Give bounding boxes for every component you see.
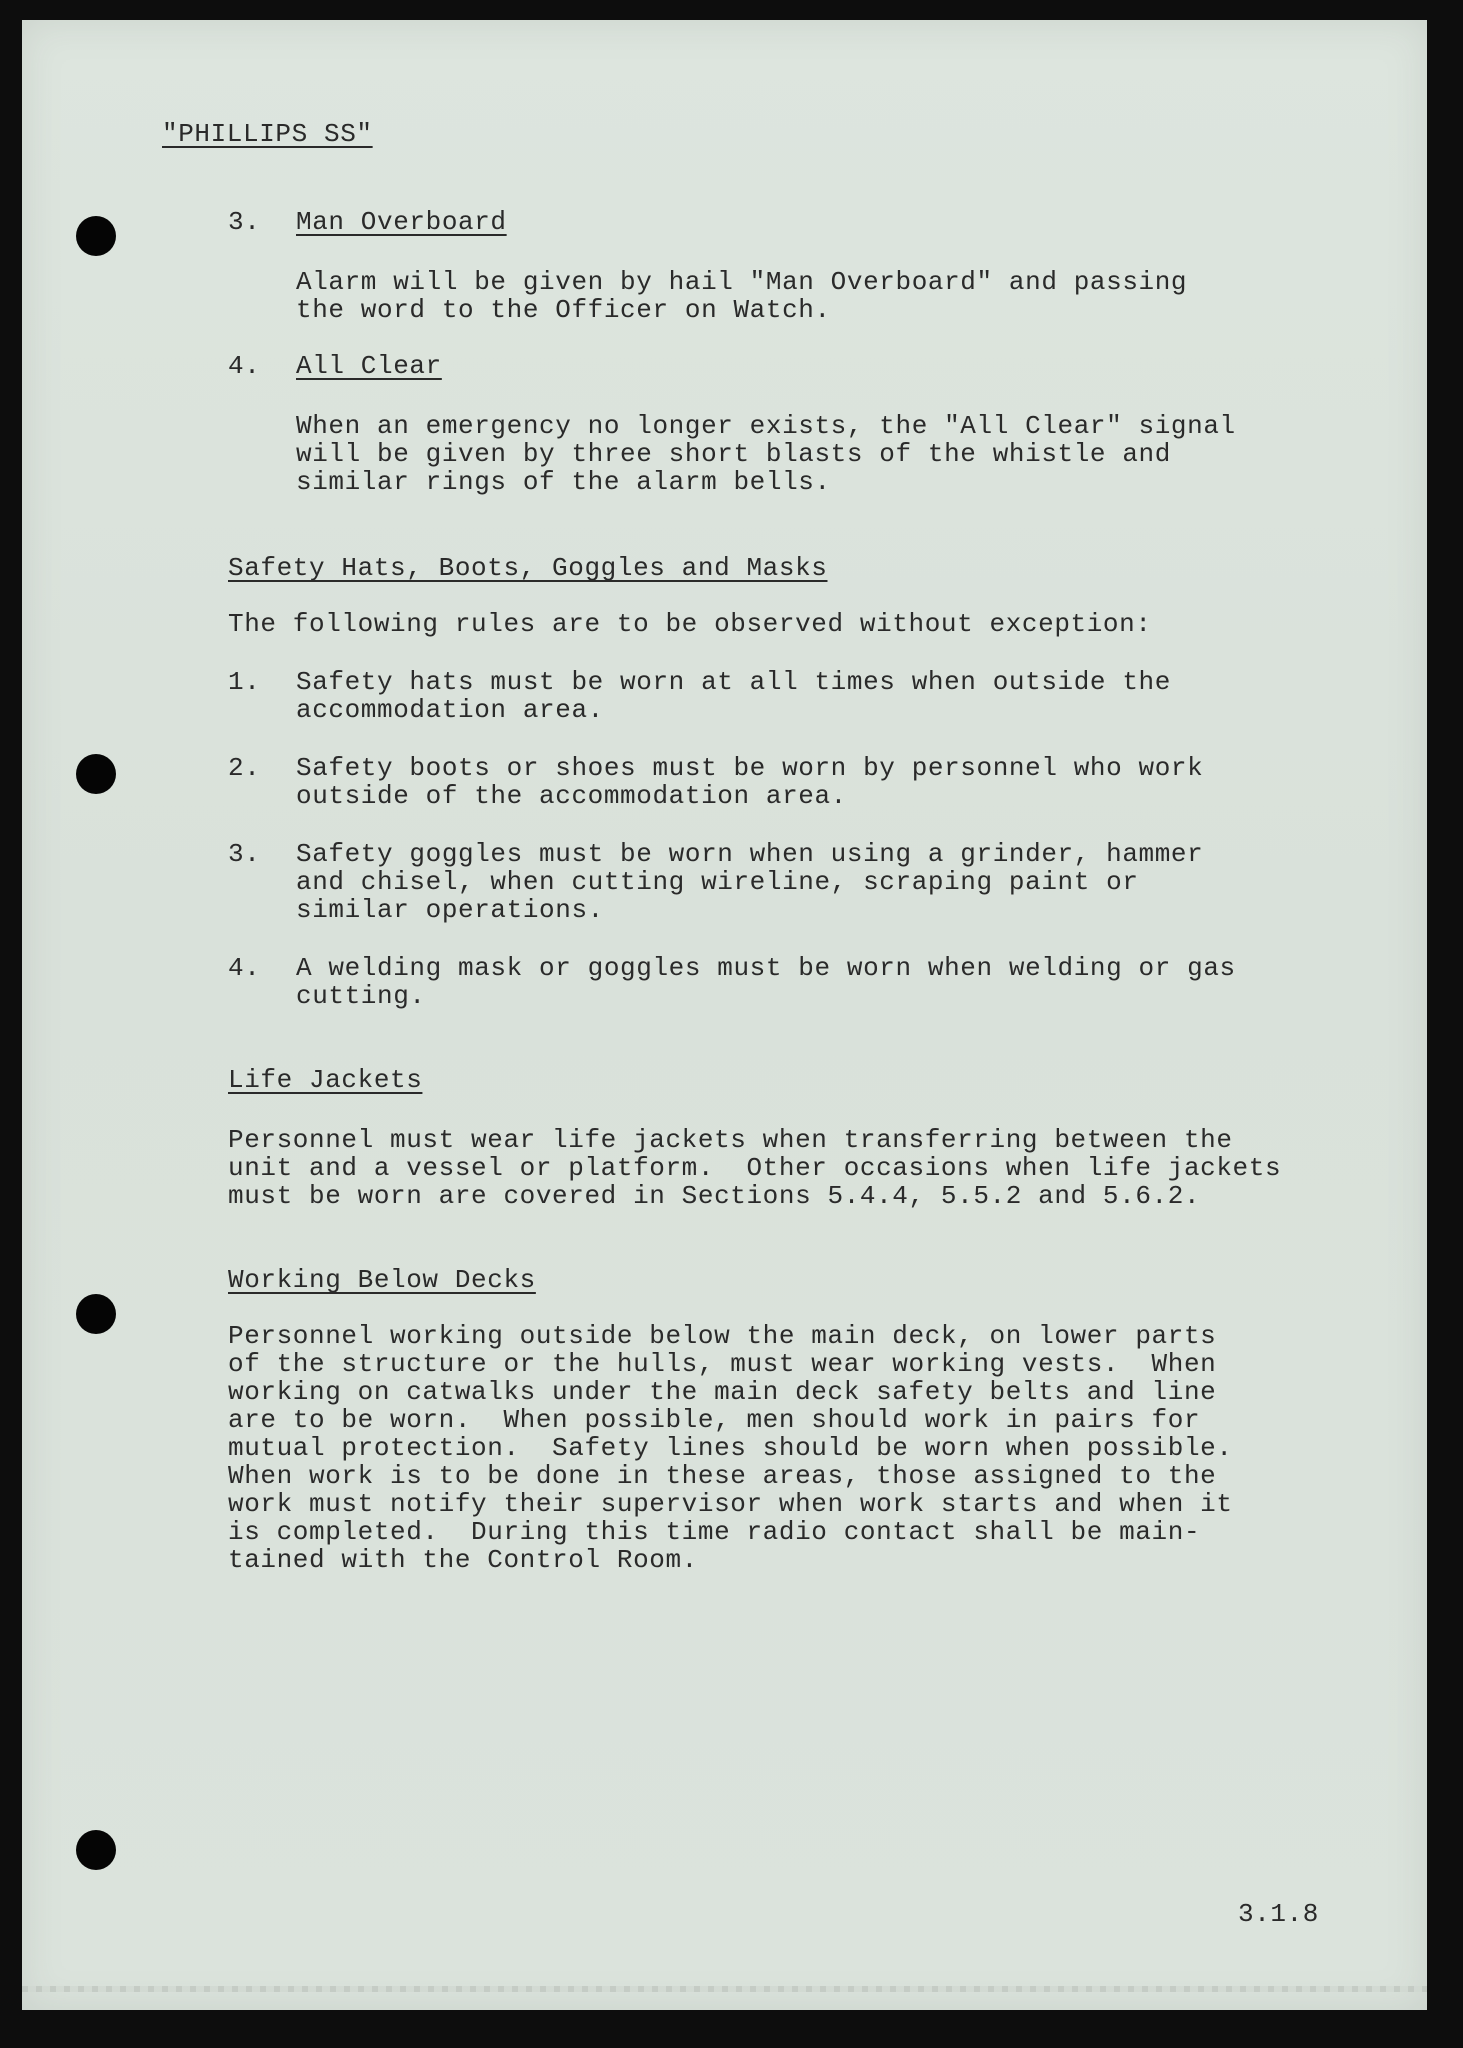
paragraph-line: is completed. During this time radio contact shall be main- [228,1517,1201,1547]
paragraph-line: When an emergency no longer exists, the "All Clear" signal [296,411,1236,441]
binder-hole-4 [76,1830,116,1870]
paragraph-line: When work is to be done in these areas, those assigned to the [228,1461,1217,1491]
paragraph-line: Personnel working outside below the main deck, on lower parts [228,1321,1217,1351]
section-heading-all-clear: All Clear [296,351,442,381]
section-heading-man-overboard: Man Overboard [296,207,507,237]
paragraph-line: Personnel must wear life jackets when transferring between the [228,1125,1233,1155]
page-number: 3.1.8 [1238,1899,1320,1929]
paragraph-line: of the structure or the hulls, must wear working vests. When [228,1349,1217,1379]
list-item-line: Safety hats must be worn at all times when outside the [296,667,1171,697]
list-number: 3. [228,839,261,869]
list-item-line: outside of the accommodation area. [296,781,847,811]
section-heading-life-jackets: Life Jackets [228,1065,423,1095]
binder-hole-1 [76,216,116,256]
document-title: "PHILLIPS SS" [162,119,373,149]
paragraph-line: mutual protection. Safety lines should be worn when possible. [228,1433,1233,1463]
section-intro: The following rules are to be observed without exception: [228,609,1152,639]
list-item-line: similar operations. [296,895,604,925]
section-heading-working-below-decks: Working Below Decks [228,1265,536,1295]
paragraph-line: tained with the Control Room. [228,1545,698,1575]
binder-hole-3 [76,1294,116,1334]
list-number: 4. [228,953,261,983]
list-number: 3. [228,207,261,237]
paragraph-line: will be given by three short blasts of the whistle and [296,439,1171,469]
paragraph-line: working on catwalks under the main deck safety belts and line [228,1377,1217,1407]
list-number: 4. [228,351,261,381]
paragraph-line: similar rings of the alarm bells. [296,467,831,497]
paragraph-line: the word to the Officer on Watch. [296,295,831,325]
list-item-line: accommodation area. [296,695,604,725]
paragraph-line: are to be worn. When possible, men should work in pairs for [228,1405,1201,1435]
paragraph-line: must be worn are covered in Sections 5.4.4, 5.5.2 and 5.6.2. [228,1181,1201,1211]
page-edge [22,1986,1427,1992]
list-number: 1. [228,667,261,697]
list-number: 2. [228,753,261,783]
paragraph-line: work must notify their supervisor when work starts and when it [228,1489,1233,1519]
list-item-line: and chisel, when cutting wireline, scraping paint or [296,867,1139,897]
list-item-line: A welding mask or goggles must be worn when welding or gas [296,953,1236,983]
list-item-line: Safety goggles must be worn when using a grinder, hammer [296,839,1204,869]
section-heading-safety-hats: Safety Hats, Boots, Goggles and Masks [228,553,828,583]
paragraph-line: Alarm will be given by hail "Man Overboard" and passing [296,267,1188,297]
list-item-line: Safety boots or shoes must be worn by personnel who work [296,753,1204,783]
binder-hole-2 [76,754,116,794]
list-item-line: cutting. [296,981,426,1011]
paragraph-line: unit and a vessel or platform. Other occasions when life jackets [228,1153,1282,1183]
